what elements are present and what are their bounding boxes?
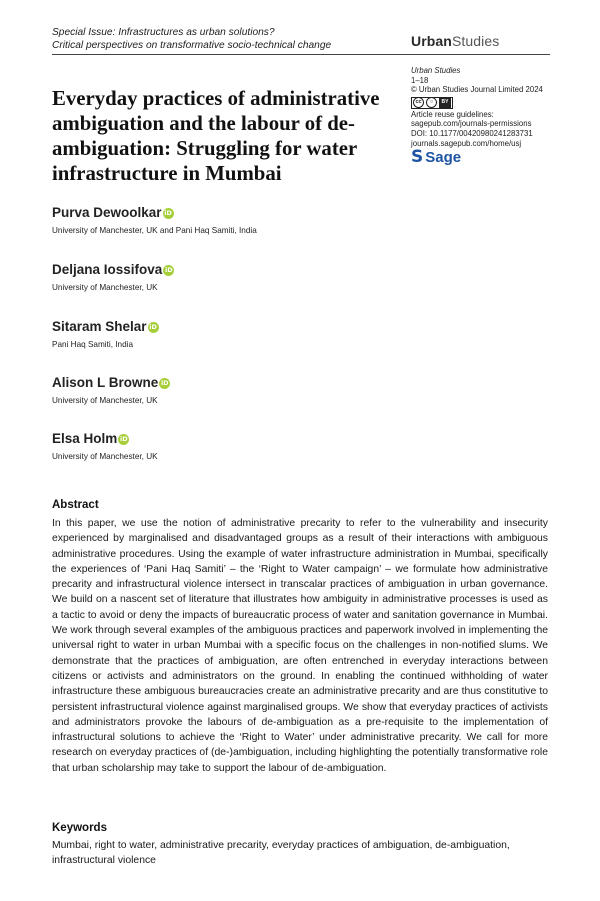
abstract-text: In this paper, we use the notion of administrative precarity to refer to the vulnerability and insecurity experienced by marginalised and disadvantaged groups as a result of their interactions with ambiguous administrative procedures. Using the example of water infrastructure administration in Mumbai, specifically the experiences of ‘Pani Haq Samiti’ – the ‘Right to Water campaign’ – we formulate how administrative precarity and infrastructural violence intersect in transcalar practices of ambiguation in urban governance. We build on a nascent set of literature that illustrates how ambiguity in administrative processes is used as a tactic to avoid or deny the impacts of bureaucratic process of water and sanitation governance in Mumbai. We work through several examples of the ambiguous practices and paperwork involved in implementing the universal right to water in urban Mumbai with a specific focus on the challenges in non-notified slums. We demonstrate that the practices of ambiguation, are often entrenched in everyday interactions between citizens or activists and administrators on the ground. In enabling the continued withholding of water infrastructure these ambiguous bureaucracies create an administrative precarity and are thus constitutive to persistent infrastructural violence against marginalised groups. We show that everyday practices of activists and administrators provoke the labours of de-ambiguation as a pre-requisite to the implementation of infrastructural solutions to achieve the ‘Right to Water’ under administrative precarity. We call for more research on everyday practices of (de-)ambiguation, including highlighting the potentially transformative role that urban scholarship may take to support the labour of de-ambiguation. [52,518,548,774]
cc-icon: cc [413,97,424,108]
sage-wordmark: Sage [425,149,462,167]
author-affiliation: University of Manchester, UK and Pani Haq Samiti, India [52,226,257,235]
author-affiliation: University of Manchester, UK [52,283,158,292]
orcid-icon[interactable]: iD [119,434,128,443]
author-affiliation: University of Manchester, UK [52,452,158,461]
journal-link[interactable]: journals.sagepub.com/home/usj [411,138,522,148]
special-issue-header [52,26,331,52]
reuse-link[interactable]: sagepub.com/journals-permissions [411,119,532,129]
orcid-icon[interactable]: iD [164,265,173,274]
author-name: Deljana Iossifova [52,262,163,277]
author-block [52,318,512,349]
doi[interactable]: DOI: 10.1177/00420980241283731 [411,128,533,138]
meta-journal: Urban Studies [411,66,461,75]
author-affiliation: University of Manchester, UK [52,396,158,405]
series-line-1: Special Issue: Infrastructures as urban solutions? [52,27,275,38]
journal-logo [411,33,499,49]
keywords-heading: Keywords [52,822,107,834]
journal-logo-light: Studies [451,33,500,49]
author-block [52,430,512,461]
journal-logo-bold: Urban [411,33,452,49]
author-block [52,374,512,405]
series-line-2: Critical perspectives on transformative socio-technical change [52,40,332,51]
header-divider [52,54,550,55]
cc-license-badge[interactable] [411,97,453,109]
meta-copyright: © Urban Studies Journal Limited 2024 [411,85,543,95]
abstract-heading: Abstract [52,499,99,511]
author-name: Elsa Holm [52,431,118,446]
meta-pages: 1–18 [411,75,429,85]
author-name: Sitaram Shelar [52,319,147,334]
author-affiliation: Pani Haq Samiti, India [52,340,134,349]
sage-s-icon: S [411,147,424,168]
reuse-label: Article reuse guidelines: [411,109,494,119]
sage-logo [411,149,561,166]
author-block [52,204,512,235]
article-title: Everyday practices of administrative ambiguation and the labour of de-ambiguation: Struggling for water infrastructure in Mumbai [52,87,380,185]
author-block [52,261,512,292]
attribution-icon: ○ [426,97,437,108]
orcid-icon[interactable]: iD [160,378,169,387]
orcid-icon[interactable]: iD [149,322,157,331]
keywords-text: Mumbai, right to water, administrative precarity, everyday practices of ambiguation, de-ambiguation, infrastructural violence [52,840,510,867]
article-meta [411,66,561,166]
author-name: Alison L Browne [52,375,159,390]
orcid-icon[interactable]: iD [164,208,172,217]
by-label: BY [439,98,451,108]
author-name: Purva Dewoolkar [52,205,162,220]
